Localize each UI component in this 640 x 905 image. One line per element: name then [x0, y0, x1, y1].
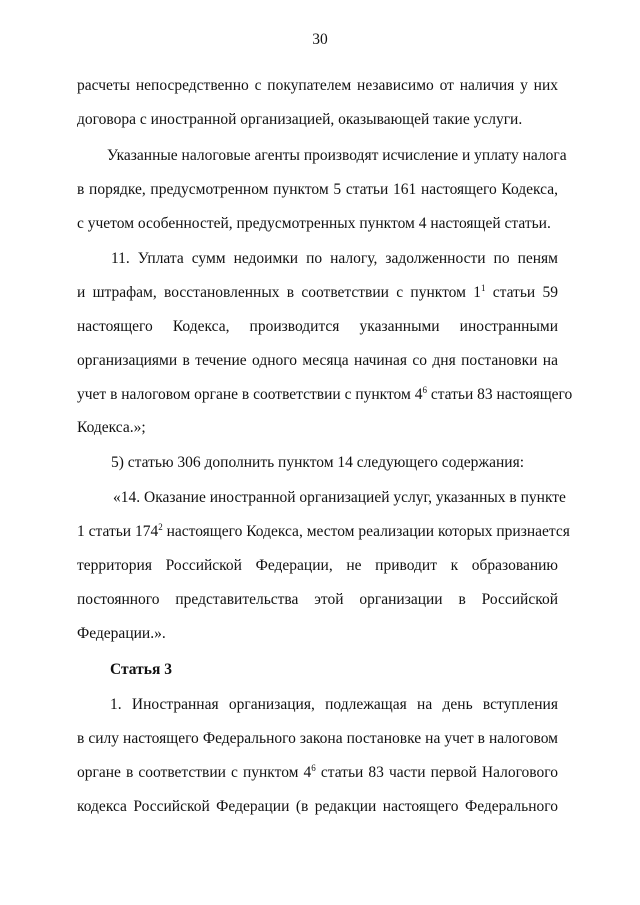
text-line: кодекса Российской Федерации (в редакции настоящего Федерального — [77, 798, 558, 815]
text-segment: статьи 59 — [485, 284, 558, 301]
text-line: территория Российской Федерации, не приводит к образованию — [77, 557, 558, 574]
text-line: Указанные налоговые агенты производят исчисление и уплату налога — [107, 147, 567, 164]
superscript: 6 — [422, 385, 427, 395]
text-segment: 1 статьи 174 — [77, 523, 159, 540]
text-line: 5) статью 306 дополнить пунктом 14 следующего содержания: — [111, 454, 525, 471]
text-segment: и штрафам, восстановленных в соответствии с пунктом 1 — [77, 284, 481, 301]
text-line: Федерации.». — [77, 625, 166, 642]
text-line: постоянного представительства этой организации в Российской — [77, 591, 558, 608]
text-segment: органе в соответствии с пунктом 4 — [77, 764, 312, 781]
superscript: 2 — [158, 522, 163, 532]
text-line: 1. Иностранная организация, подлежащая на день вступления — [110, 696, 558, 713]
text-line: договора с иностранной организацией, оказывающей такие услуги. — [77, 111, 523, 128]
text-line: 11. Уплата сумм недоимки по налогу, задолженности по пеням — [111, 250, 558, 267]
text-segment: настоящего Кодекса, местом реализации которых признается — [162, 523, 570, 540]
text-segment: учет в налоговом органе в соответствии с пунктом 4 — [77, 386, 423, 403]
text-line: организациями в течение одного месяца начиная со дня постановки на — [77, 352, 558, 369]
text-line — [77, 522, 570, 542]
text-segment: статьи 83 части первой Налогового — [315, 764, 558, 781]
article-heading: Статья 3 — [110, 661, 172, 678]
text-line: с учетом особенностей, предусмотренных пунктом 4 настоящей статьи. — [77, 215, 551, 232]
text-line: в силу настоящего Федерального закона постановке на учет в налоговом — [77, 730, 558, 747]
superscript: 1 — [480, 283, 486, 293]
text-line — [77, 763, 558, 783]
text-segment: статьи 83 настоящего — [426, 386, 573, 403]
text-line: настоящего Кодекса, производится указанными иностранными — [77, 318, 558, 335]
page-number: 30 — [312, 31, 328, 48]
text-line: «14. Оказание иностранной организацией услуг, указанных в пункте — [113, 489, 566, 506]
superscript: 6 — [311, 763, 316, 773]
text-line: Кодекса.»; — [77, 419, 146, 436]
text-line: в порядке, предусмотренном пунктом 5 статьи 161 настоящего Кодекса, — [77, 181, 558, 198]
text-line: расчеты непосредственно с покупателем независимо от наличия у них — [77, 77, 558, 94]
text-line — [77, 283, 558, 303]
text-line — [77, 385, 573, 405]
